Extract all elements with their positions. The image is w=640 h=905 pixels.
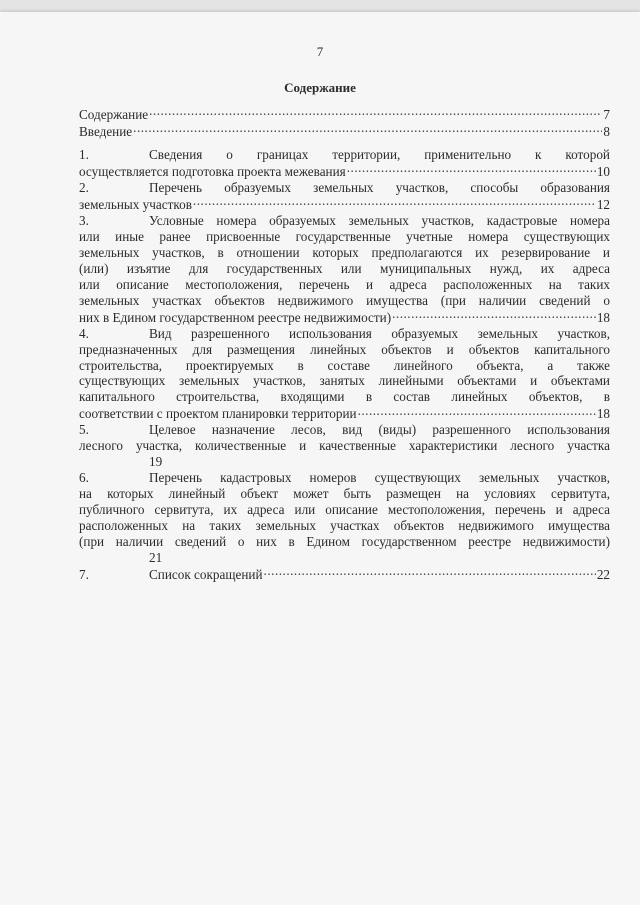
toc-entry-text: Целевое назначение лесов, вид (виды) разрешенного использования <box>149 422 610 438</box>
toc-title: Содержание <box>284 80 356 95</box>
toc-entry-text: на которых линейный объект может быть размещен на условиях сервитута, <box>79 485 610 501</box>
toc-entry-text: Сведения о границах территории, применительно к которой <box>149 147 610 163</box>
toc-entry-page: 18 <box>596 406 610 422</box>
toc-entry-text: них в Едином государственном реестре недвижимости) <box>79 309 392 325</box>
toc-entry-page: 18 <box>596 309 610 325</box>
toc-entry-4[interactable] <box>79 326 610 423</box>
toc-entry-text: или иные ранее присвоенные государственные учетные номера существующих <box>79 229 610 245</box>
toc-entry-page: 8 <box>603 124 610 140</box>
toc-entry-text: осуществляется подготовка проекта межевания <box>79 164 346 180</box>
toc-entry-number: 4. <box>79 325 89 341</box>
toc-entry-number: 1. <box>79 147 89 163</box>
toc-entry-number: 6. <box>79 470 89 486</box>
toc-entry-5[interactable] <box>79 422 610 470</box>
toc-entry-number: 5. <box>79 422 89 438</box>
toc-entry-text: Вид разрешенного использования образуемых земельных участков, <box>149 325 610 341</box>
toc-entry-text: Перечень образуемых земельных участков, способы образования <box>149 180 610 196</box>
toc-entry-contents[interactable] <box>79 106 610 123</box>
toc-entry-1[interactable] <box>79 147 610 180</box>
toc-entry-text: существующих земельных участков, занятых линейными объектами и объектами <box>79 373 610 389</box>
toc-entry-page: 19 <box>149 454 163 470</box>
toc-entry-page: 21 <box>149 549 163 565</box>
toc-entry-text: соответствии с проектом планировки территории <box>79 406 357 422</box>
toc-entry-number: 7. <box>79 566 89 582</box>
toc-entry-number: 3. <box>79 213 89 229</box>
table-of-contents <box>79 106 610 583</box>
toc-entry-text: (или) изъятие для государственных или муниципальных нужд, их адреса <box>79 260 610 276</box>
toc-entry-text: Условные номера образуемых земельных участков, кадастровые номера <box>149 213 610 229</box>
page-number: 7 <box>316 44 324 59</box>
toc-entry-text: (при наличии сведений о них в Едином государственном реестре недвижимости) <box>79 533 610 549</box>
toc-entry-page: 10 <box>596 164 610 180</box>
toc-entry-text: Список сокращений <box>149 566 263 582</box>
toc-entry-text: Содержание <box>79 107 149 123</box>
toc-entry-text: Перечень кадастровых номеров существующих земельных участков, <box>149 470 610 486</box>
document-page <box>0 12 640 905</box>
toc-entry-text: земельных участков, в отношении которых предполагаются их резервирование и <box>79 245 610 260</box>
toc-entry-page: 7 <box>603 107 610 123</box>
dot-leader <box>392 309 596 322</box>
toc-entry-text: или описание местоположения, перечень и адреса расположенных на таких <box>79 276 610 292</box>
toc-entry-text: публичного сервитута, их адреса или описание местоположения, перечень и адреса <box>79 501 610 517</box>
dot-leader <box>193 196 596 209</box>
dot-leader <box>264 566 596 579</box>
toc-entry-text: Введение <box>79 124 133 140</box>
toc-entry-7[interactable] <box>79 566 610 583</box>
dot-leader <box>149 106 602 119</box>
toc-entry-text: строительства, проектируемых в составе линейного объекта, а также <box>79 357 610 373</box>
toc-entry-text: лесного участка, количественные и качественные характеристики лесного участка <box>79 438 610 454</box>
toc-entry-3[interactable] <box>79 213 610 326</box>
toc-entry-text: капитального строительства, входящими в состав линейных объектов, в <box>79 389 610 405</box>
toc-entry-6[interactable] <box>79 470 610 565</box>
dot-leader <box>347 163 596 176</box>
toc-entry-introduction[interactable] <box>79 123 610 140</box>
toc-entry-text: земельных участков <box>79 197 192 213</box>
dot-leader <box>358 405 596 418</box>
toc-entry-page: 22 <box>596 566 610 582</box>
toc-entry-2[interactable] <box>79 180 610 213</box>
toc-entry-text: расположенных на таких земельных участках объектов недвижимого имущества <box>79 517 610 533</box>
toc-entry-text: предназначенных для размещения линейных объектов и объектов капитального <box>79 341 610 357</box>
toc-entry-page: 12 <box>596 197 610 213</box>
toc-entry-number: 2. <box>79 180 89 196</box>
toc-entry-text: земельных участках объектов недвижимого имущества (при наличии сведений о <box>79 292 610 308</box>
dot-leader <box>133 123 602 136</box>
